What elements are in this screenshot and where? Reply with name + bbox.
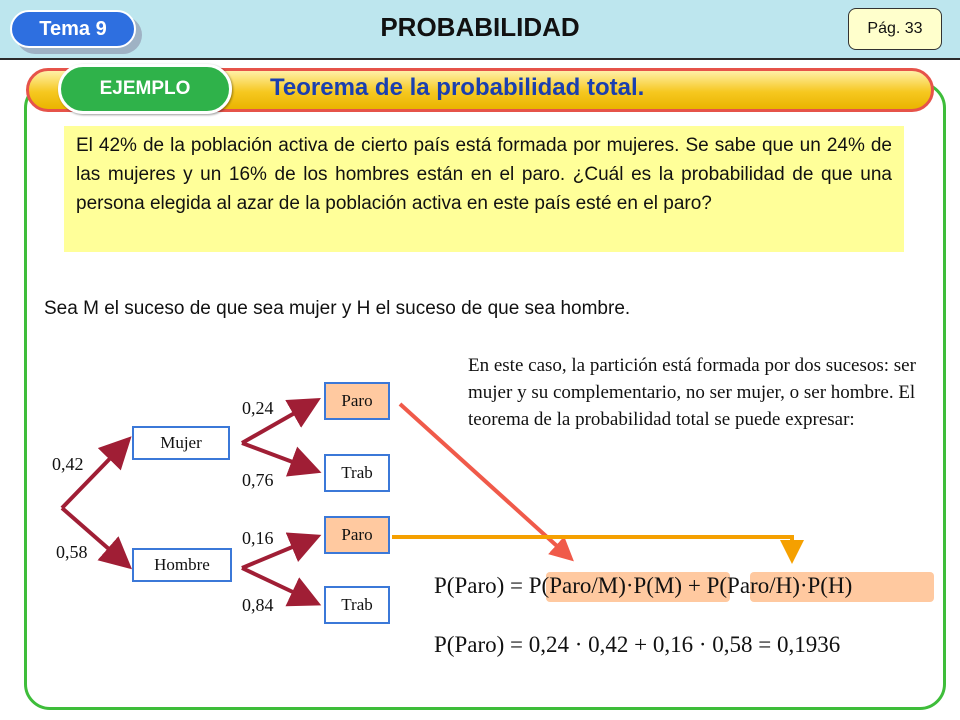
ejemplo-tag: EJEMPLO — [58, 64, 232, 114]
prob-hombre-paro: 0,16 — [242, 528, 274, 548]
branch-mujer — [62, 442, 126, 508]
prob-mujer: 0,42 — [52, 454, 84, 474]
page-number: Pág. 33 — [848, 8, 942, 50]
tema-badge[interactable]: Tema 9 — [10, 10, 136, 48]
node-mujer-trab: Trab — [324, 454, 390, 492]
arrow-paro-mujer — [400, 404, 568, 556]
branch-mujer-trab — [242, 443, 314, 470]
formula-plus: + — [687, 573, 701, 598]
formula-line-1 — [434, 573, 852, 599]
node-hombre-paro: Paro — [324, 516, 390, 554]
prob-mujer-trab: 0,76 — [242, 470, 274, 490]
node-hombre-trab: Trab — [324, 586, 390, 624]
definition-text: Sea M el suceso de que sea mujer y H el suceso de que sea hombre. — [44, 298, 631, 319]
formula-term-2: P(Paro/H)·P(H) — [706, 573, 853, 598]
prob-hombre-trab: 0,84 — [242, 595, 274, 615]
node-hombre: Hombre — [132, 548, 232, 582]
problem-statement: El 42% de la población activa de cierto país está formada por mujeres. Se sabe que un 24% de las mujeres y un 16% de los hombres están en el paro. ¿Cuál es la probabilidad de que una persona elegida al azar de la población activa en este país esté en el paro? — [64, 126, 904, 252]
prob-mujer-paro: 0,24 — [242, 398, 274, 418]
node-mujer: Mujer — [132, 426, 230, 460]
page-title: PROBABILIDAD — [380, 12, 580, 42]
node-mujer-paro: Paro — [324, 382, 390, 420]
prob-hombre: 0,58 — [56, 542, 88, 562]
formula-line-2: P(Paro) = 0,24 · 0,42 + 0,16 · 0,58 = 0,1936 — [434, 632, 841, 657]
section-title: Teorema de la probabilidad total. — [270, 74, 645, 101]
formula-lhs: P(Paro) = — [434, 573, 523, 598]
explanation-text: En este caso, la partición está formada por dos sucesos: ser mujer y su complementario, no ser mujer, o ser hombre. El teorema de la probabilidad total se puede expresar: — [468, 355, 916, 430]
arrow-paro-hombre — [392, 537, 792, 556]
formula-term-1: P(Paro/M)·P(M) — [528, 573, 683, 598]
